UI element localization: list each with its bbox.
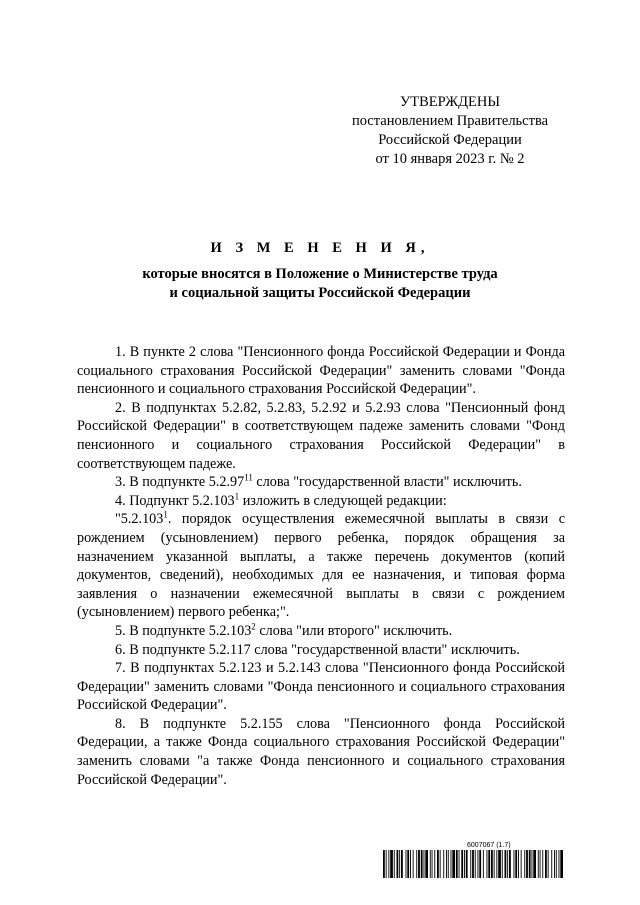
barcode-bar — [505, 850, 507, 878]
barcode-bar — [401, 850, 403, 878]
barcode-bar — [533, 850, 536, 878]
barcode-bar — [452, 850, 455, 878]
barcode-bar — [515, 850, 517, 878]
barcode-bar — [507, 850, 508, 878]
barcode-bar — [386, 850, 387, 878]
amendment-item-8: 8. В подпункте 5.2.155 слова "Пенсионного фонда Российской Федерации, а также Фонда социального страхования Российской Федерации" заменить словами "а также Фонда пенсионного и социального страхования Российской Федерации". — [77, 715, 565, 788]
barcode-image — [383, 850, 563, 878]
barcode-bar — [394, 850, 395, 878]
barcode-bar — [437, 850, 439, 878]
barcode-bar — [432, 850, 433, 878]
barcode-bar — [560, 850, 563, 878]
barcode-bar — [478, 850, 479, 878]
item-3-text-a: 3. В подпункте 5.2.97 — [115, 474, 245, 491]
document-title: И З М Е Н Е Н И Я, — [210, 240, 430, 256]
barcode-bar — [424, 850, 425, 878]
barcode-bar — [383, 850, 385, 878]
item-5-text-a: 5. В подпункте 5.2.103 — [115, 622, 252, 639]
barcode-bar — [440, 850, 441, 878]
barcode-bar — [514, 850, 515, 878]
barcode-bar — [448, 850, 449, 878]
barcode-bar — [526, 850, 528, 878]
item-5-superscript: 2 — [251, 621, 256, 632]
barcode-bar — [466, 850, 468, 878]
barcode-bar — [418, 850, 420, 878]
barcode-bar — [559, 850, 560, 878]
amendment-item-3 — [77, 473, 565, 492]
barcode-bar — [475, 850, 476, 878]
barcode-bar — [461, 850, 463, 878]
item-4-text-b: изложить в следующей редакции: — [239, 492, 447, 509]
item-3-superscript: 11 — [244, 472, 253, 483]
barcode-bar — [509, 850, 511, 878]
quote-text-b: . порядок осуществления ежемесячной выплаты в связи с рождением (усыновлением) первого ребенка, порядок обращения за назначением указанной выплаты, а также перечень документов (копий документов, сведений), необходимых для ее назначения, и типовая форма заявления о назначении ежемесячной выплаты в связи с рождением (усыновлением) первого ребенка;". — [77, 511, 565, 621]
approval-line-1: УТВЕРЖДЕНЫ — [399, 94, 501, 110]
barcode-bar — [425, 850, 428, 878]
barcode-bar — [451, 850, 452, 878]
barcode-bar — [521, 850, 522, 878]
barcode-bar — [443, 850, 444, 878]
barcode-bar — [413, 850, 414, 878]
quote-superscript: 1 — [163, 509, 168, 520]
barcode-bar — [554, 850, 555, 878]
subtitle-line-1: которые вносятся в Положение о Министерстве труда — [142, 266, 498, 282]
barcode-bar — [491, 850, 493, 878]
amendment-item-7: 7. В подпунктах 5.2.123 и 5.2.143 слова "Пенсионного фонда Российской Федерации" заменить словами "Фонда пенсионного и социального страхования Российской Федерации". — [77, 660, 565, 714]
barcode-bar — [538, 850, 539, 878]
barcode-bar — [542, 850, 543, 878]
quote-text-a: "5.2.103 — [115, 511, 164, 528]
barcode-bar — [421, 850, 423, 878]
barcode-bar — [548, 850, 549, 878]
amendment-item-1: 1. В пункте 2 слова "Пенсионного фонда Российской Федерации и Фонда социального страхования Российской Федерации" заменить словами "Фонда пенсионного и социального страхования Российской Федерации". — [77, 344, 565, 398]
barcode-bar — [459, 850, 460, 878]
barcode-bar — [529, 850, 531, 878]
barcode-bar — [494, 850, 495, 878]
item-3-text-b: слова "государственной власти" исключить. — [252, 474, 522, 491]
amendment-item-2: 2. В подпунктах 5.2.82, 5.2.83, 5.2.92 и 5.2.93 слова "Пенсионный фонд Российской Федерации" в соответствующем падеже заменить словами "Фонд пенсионного и социального страхования Российской Федерации" в соответствующем падеже. — [77, 399, 565, 472]
item-4-superscript: 1 — [234, 491, 240, 502]
barcode-bar — [399, 850, 400, 878]
barcode-bar — [488, 850, 490, 878]
barcode-bar — [487, 850, 488, 878]
barcode-bar — [518, 850, 519, 878]
barcode-bar — [406, 850, 407, 878]
barcode-bar — [540, 850, 541, 878]
barcode-number: 6007067 (1.7) — [467, 842, 511, 849]
subtitle-line-2: и социальной защиты Российской Федерации — [169, 285, 471, 301]
barcode-bar — [532, 850, 533, 878]
barcode-bar — [502, 850, 503, 878]
amendment-item-6: 6. В подпункте 5.2.117 слова "государственной власти" исключить. — [115, 641, 520, 658]
barcode-bar — [416, 850, 417, 878]
approval-stamp — [340, 93, 560, 169]
amendment-item-4 — [77, 492, 565, 511]
barcode-bar — [390, 850, 393, 878]
barcode-bar — [397, 850, 399, 878]
barcode-bar — [407, 850, 409, 878]
barcode-bar — [446, 850, 447, 878]
barcode-bar — [524, 850, 525, 878]
barcode-bar — [472, 850, 474, 878]
barcode-bar — [496, 850, 497, 878]
barcode-bar — [410, 850, 411, 878]
barcode-bar — [464, 850, 465, 878]
approval-line-3: Российской Федерации — [378, 132, 522, 148]
barcode-bar — [388, 850, 389, 878]
approval-line-2: постановлением Правительства — [351, 113, 549, 129]
item-5-text-b: слова "или второго" исключить. — [255, 622, 453, 639]
barcode-bar — [434, 850, 435, 878]
barcode-bar — [470, 850, 471, 878]
barcode-bar — [545, 850, 547, 878]
document-subtitle — [60, 265, 580, 303]
barcode-bar — [498, 850, 501, 878]
barcode-bar — [556, 850, 557, 878]
amendments-list — [77, 343, 565, 789]
amendment-item-5 — [77, 622, 565, 641]
approval-line-4: от 10 января 2023 г. № 2 — [375, 151, 525, 167]
barcode-bar — [430, 850, 431, 878]
barcode-bar — [483, 850, 484, 878]
amendment-item-4-quote — [77, 510, 565, 622]
barcode-bar — [551, 850, 552, 878]
item-4-text-a: 4. Подпункт 5.2.103 — [115, 492, 235, 509]
barcode-bar — [479, 850, 481, 878]
barcode-bar — [456, 850, 458, 878]
